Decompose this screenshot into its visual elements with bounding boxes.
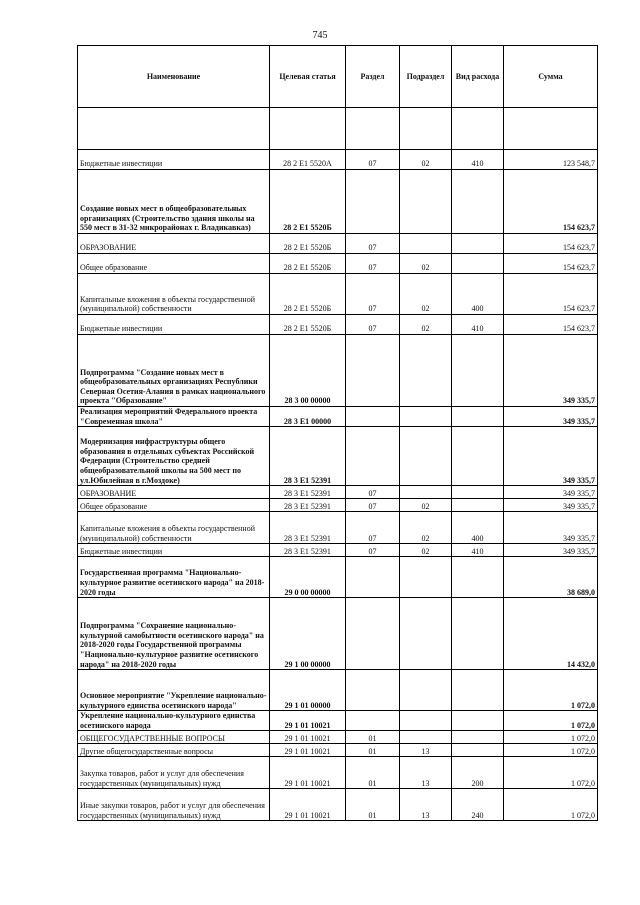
row-subsection xyxy=(400,234,452,254)
table-row xyxy=(78,150,598,170)
budget-table xyxy=(77,45,598,821)
table-row xyxy=(78,544,598,557)
row-sum: 38 689,0 xyxy=(504,557,598,598)
header-section: Раздел xyxy=(346,46,400,108)
row-section xyxy=(346,670,400,711)
row-subsection xyxy=(400,711,452,731)
row-name: Создание новых мест в общеобразовательных организациях (Строительство здания школы на 550 мест в 31-32 микрорайонах г. Владикавказ) xyxy=(78,170,270,234)
row-section: 01 xyxy=(346,789,400,821)
row-name: Бюджетные инвестиции xyxy=(78,315,270,335)
row-section xyxy=(346,170,400,234)
row-sum: 349 335,7 xyxy=(504,544,598,557)
table-row xyxy=(78,315,598,335)
row-target-article: 29 0 00 00000 xyxy=(270,557,346,598)
row-target-article: 28 2 Е1 5520А xyxy=(270,150,346,170)
row-subsection: 02 xyxy=(400,274,452,315)
row-section: 07 xyxy=(346,512,400,544)
row-name: Подпрограмма "Создание новых мест в общеобразовательных организациях Республики Северная Осетия-Алания в рамках национального проекта "Образование" xyxy=(78,335,270,407)
row-expense-type xyxy=(452,486,504,499)
row-expense-type xyxy=(452,711,504,731)
row-name: ОБЩЕГОСУДАРСТВЕННЫЕ ВОПРОСЫ xyxy=(78,731,270,744)
row-name: Закупка товаров, работ и услуг для обеспечения государственных (муниципальных) нужд xyxy=(78,757,270,789)
row-name: Иные закупки товаров, работ и услуг для обеспечения государственных (муниципальных) нужд xyxy=(78,789,270,821)
row-section xyxy=(346,335,400,407)
row-expense-type xyxy=(452,170,504,234)
row-name: Модернизация инфраструктуры общего образования в отдельных субъектах Российской Федерации (Строительство средней общеобразовательной школы на 500 мест по ул.Юбилейная в г.Моздоке) xyxy=(78,427,270,486)
table-row xyxy=(78,744,598,757)
row-name: Основное мероприятие "Укрепление национально-культурного единства осетинского народа" xyxy=(78,670,270,711)
row-subsection xyxy=(400,598,452,670)
row-section: 01 xyxy=(346,731,400,744)
row-target-article: 28 3 Е1 52391 xyxy=(270,544,346,557)
table-row xyxy=(78,234,598,254)
row-section: 07 xyxy=(346,234,400,254)
row-sum: 1 072,0 xyxy=(504,670,598,711)
row-expense-type: 410 xyxy=(452,315,504,335)
table-row xyxy=(78,598,598,670)
row-name: Общее образование xyxy=(78,254,270,274)
row-expense-type: 410 xyxy=(452,544,504,557)
row-section: 07 xyxy=(346,274,400,315)
row-target-article: 28 2 Е1 5520Б xyxy=(270,254,346,274)
row-sum: 154 623,7 xyxy=(504,274,598,315)
row-sum: 154 623,7 xyxy=(504,234,598,254)
row-sum: 349 335,7 xyxy=(504,486,598,499)
row-section: 07 xyxy=(346,544,400,557)
row-subsection xyxy=(400,670,452,711)
row-section: 07 xyxy=(346,499,400,512)
header-expense-type: Вид расхода xyxy=(452,46,504,108)
row-expense-type xyxy=(452,427,504,486)
spacer-cell xyxy=(400,108,452,150)
row-subsection: 02 xyxy=(400,254,452,274)
header-sum: Сумма xyxy=(504,46,598,108)
row-name: ОБРАЗОВАНИЕ xyxy=(78,486,270,499)
row-sum: 1 072,0 xyxy=(504,744,598,757)
row-expense-type: 200 xyxy=(452,757,504,789)
row-expense-type xyxy=(452,598,504,670)
row-sum: 349 335,7 xyxy=(504,512,598,544)
row-name: Бюджетные инвестиции xyxy=(78,544,270,557)
row-subsection xyxy=(400,407,452,427)
row-target-article: 29 1 01 10021 xyxy=(270,711,346,731)
row-sum: 349 335,7 xyxy=(504,427,598,486)
row-subsection: 13 xyxy=(400,744,452,757)
row-name: Капитальные вложения в объекты государственной (муниципальной) собственности xyxy=(78,274,270,315)
row-target-article: 28 2 Е1 5520Б xyxy=(270,274,346,315)
row-expense-type xyxy=(452,557,504,598)
row-section: 07 xyxy=(346,486,400,499)
table-row xyxy=(78,427,598,486)
row-subsection xyxy=(400,731,452,744)
row-target-article: 28 3 Е1 00000 xyxy=(270,407,346,427)
row-target-article: 29 1 01 10021 xyxy=(270,731,346,744)
row-expense-type xyxy=(452,670,504,711)
row-subsection: 13 xyxy=(400,789,452,821)
row-subsection: 02 xyxy=(400,499,452,512)
row-target-article: 29 1 01 10021 xyxy=(270,789,346,821)
spacer-cell xyxy=(78,108,270,150)
row-target-article: 28 3 Е1 52391 xyxy=(270,486,346,499)
page-number: 745 xyxy=(312,30,328,41)
row-sum: 123 548,7 xyxy=(504,150,598,170)
row-expense-type xyxy=(452,744,504,757)
row-name: Государственная программа "Национально-культурное развитие осетинского народа" на 2018-2020 годы xyxy=(78,557,270,598)
row-section: 07 xyxy=(346,150,400,170)
row-sum: 1 072,0 xyxy=(504,789,598,821)
row-expense-type xyxy=(452,407,504,427)
row-section xyxy=(346,557,400,598)
table-row xyxy=(78,254,598,274)
row-name: Общее образование xyxy=(78,499,270,512)
row-target-article: 28 3 Е1 52391 xyxy=(270,499,346,512)
row-sum: 1 072,0 xyxy=(504,711,598,731)
row-subsection: 02 xyxy=(400,512,452,544)
row-expense-type: 400 xyxy=(452,512,504,544)
row-target-article: 28 3 Е1 52391 xyxy=(270,512,346,544)
row-expense-type xyxy=(452,499,504,512)
row-target-article: 29 1 01 00000 xyxy=(270,670,346,711)
row-section: 07 xyxy=(346,315,400,335)
table-row xyxy=(78,670,598,711)
row-subsection xyxy=(400,427,452,486)
row-section: 01 xyxy=(346,757,400,789)
row-sum: 154 623,7 xyxy=(504,254,598,274)
row-target-article: 28 2 Е1 5520Б xyxy=(270,234,346,254)
row-section xyxy=(346,427,400,486)
table-row xyxy=(78,731,598,744)
row-expense-type: 400 xyxy=(452,274,504,315)
row-target-article: 29 1 00 00000 xyxy=(270,598,346,670)
row-target-article: 29 1 01 10021 xyxy=(270,757,346,789)
table-row xyxy=(78,486,598,499)
header-name: Наименование xyxy=(78,46,270,108)
row-sum: 349 335,7 xyxy=(504,335,598,407)
row-target-article: 28 3 Е1 52391 xyxy=(270,427,346,486)
row-subsection xyxy=(400,557,452,598)
row-subsection xyxy=(400,486,452,499)
row-expense-type: 240 xyxy=(452,789,504,821)
row-subsection xyxy=(400,335,452,407)
row-sum: 1 072,0 xyxy=(504,731,598,744)
row-expense-type xyxy=(452,731,504,744)
row-subsection: 13 xyxy=(400,757,452,789)
row-expense-type xyxy=(452,335,504,407)
table-row xyxy=(78,407,598,427)
row-sum: 349 335,7 xyxy=(504,407,598,427)
row-name: ОБРАЗОВАНИЕ xyxy=(78,234,270,254)
row-name: Другие общегосударственные вопросы xyxy=(78,744,270,757)
table-row xyxy=(78,757,598,789)
row-section xyxy=(346,598,400,670)
row-target-article: 28 3 00 00000 xyxy=(270,335,346,407)
row-subsection: 02 xyxy=(400,544,452,557)
header-target-article: Целевая статья xyxy=(270,46,346,108)
header-subsection: Подраздел xyxy=(400,46,452,108)
row-expense-type xyxy=(452,234,504,254)
row-target-article: 28 2 Е1 5520Б xyxy=(270,170,346,234)
row-subsection xyxy=(400,170,452,234)
table-row xyxy=(78,711,598,731)
spacer-cell xyxy=(452,108,504,150)
row-sum: 14 432,0 xyxy=(504,598,598,670)
table-row xyxy=(78,499,598,512)
row-section xyxy=(346,711,400,731)
table-row xyxy=(78,170,598,234)
row-name: Реализация мероприятий Федерального проекта "Современная школа" xyxy=(78,407,270,427)
row-target-article: 28 2 Е1 5520Б xyxy=(270,315,346,335)
row-section: 07 xyxy=(346,254,400,274)
table-row xyxy=(78,557,598,598)
row-sum: 349 335,7 xyxy=(504,499,598,512)
table-row xyxy=(78,274,598,315)
table-header-row xyxy=(78,46,598,108)
table-row xyxy=(78,512,598,544)
row-section xyxy=(346,407,400,427)
row-sum: 154 623,7 xyxy=(504,170,598,234)
row-name: Бюджетные инвестиции xyxy=(78,150,270,170)
row-name: Укрепление национально-культурного единства осетинского народа xyxy=(78,711,270,731)
row-sum: 154 623,7 xyxy=(504,315,598,335)
row-name: Капитальные вложения в объекты государственной (муниципальной) собственности xyxy=(78,512,270,544)
row-subsection: 02 xyxy=(400,150,452,170)
row-expense-type: 410 xyxy=(452,150,504,170)
row-name: Подпрограмма "Сохранение национально-культурной самобытности осетинского народа" на 2018-2020 годы Государственной программы "Национально-культурное развитие осетинского народа" на 2018-2020 годы xyxy=(78,598,270,670)
row-section: 01 xyxy=(346,744,400,757)
spacer-row xyxy=(78,108,598,150)
table-row xyxy=(78,335,598,407)
table-row xyxy=(78,789,598,821)
spacer-cell xyxy=(346,108,400,150)
row-target-article: 29 1 01 10021 xyxy=(270,744,346,757)
row-expense-type xyxy=(452,254,504,274)
row-subsection: 02 xyxy=(400,315,452,335)
row-sum: 1 072,0 xyxy=(504,757,598,789)
spacer-cell xyxy=(504,108,598,150)
spacer-cell xyxy=(270,108,346,150)
